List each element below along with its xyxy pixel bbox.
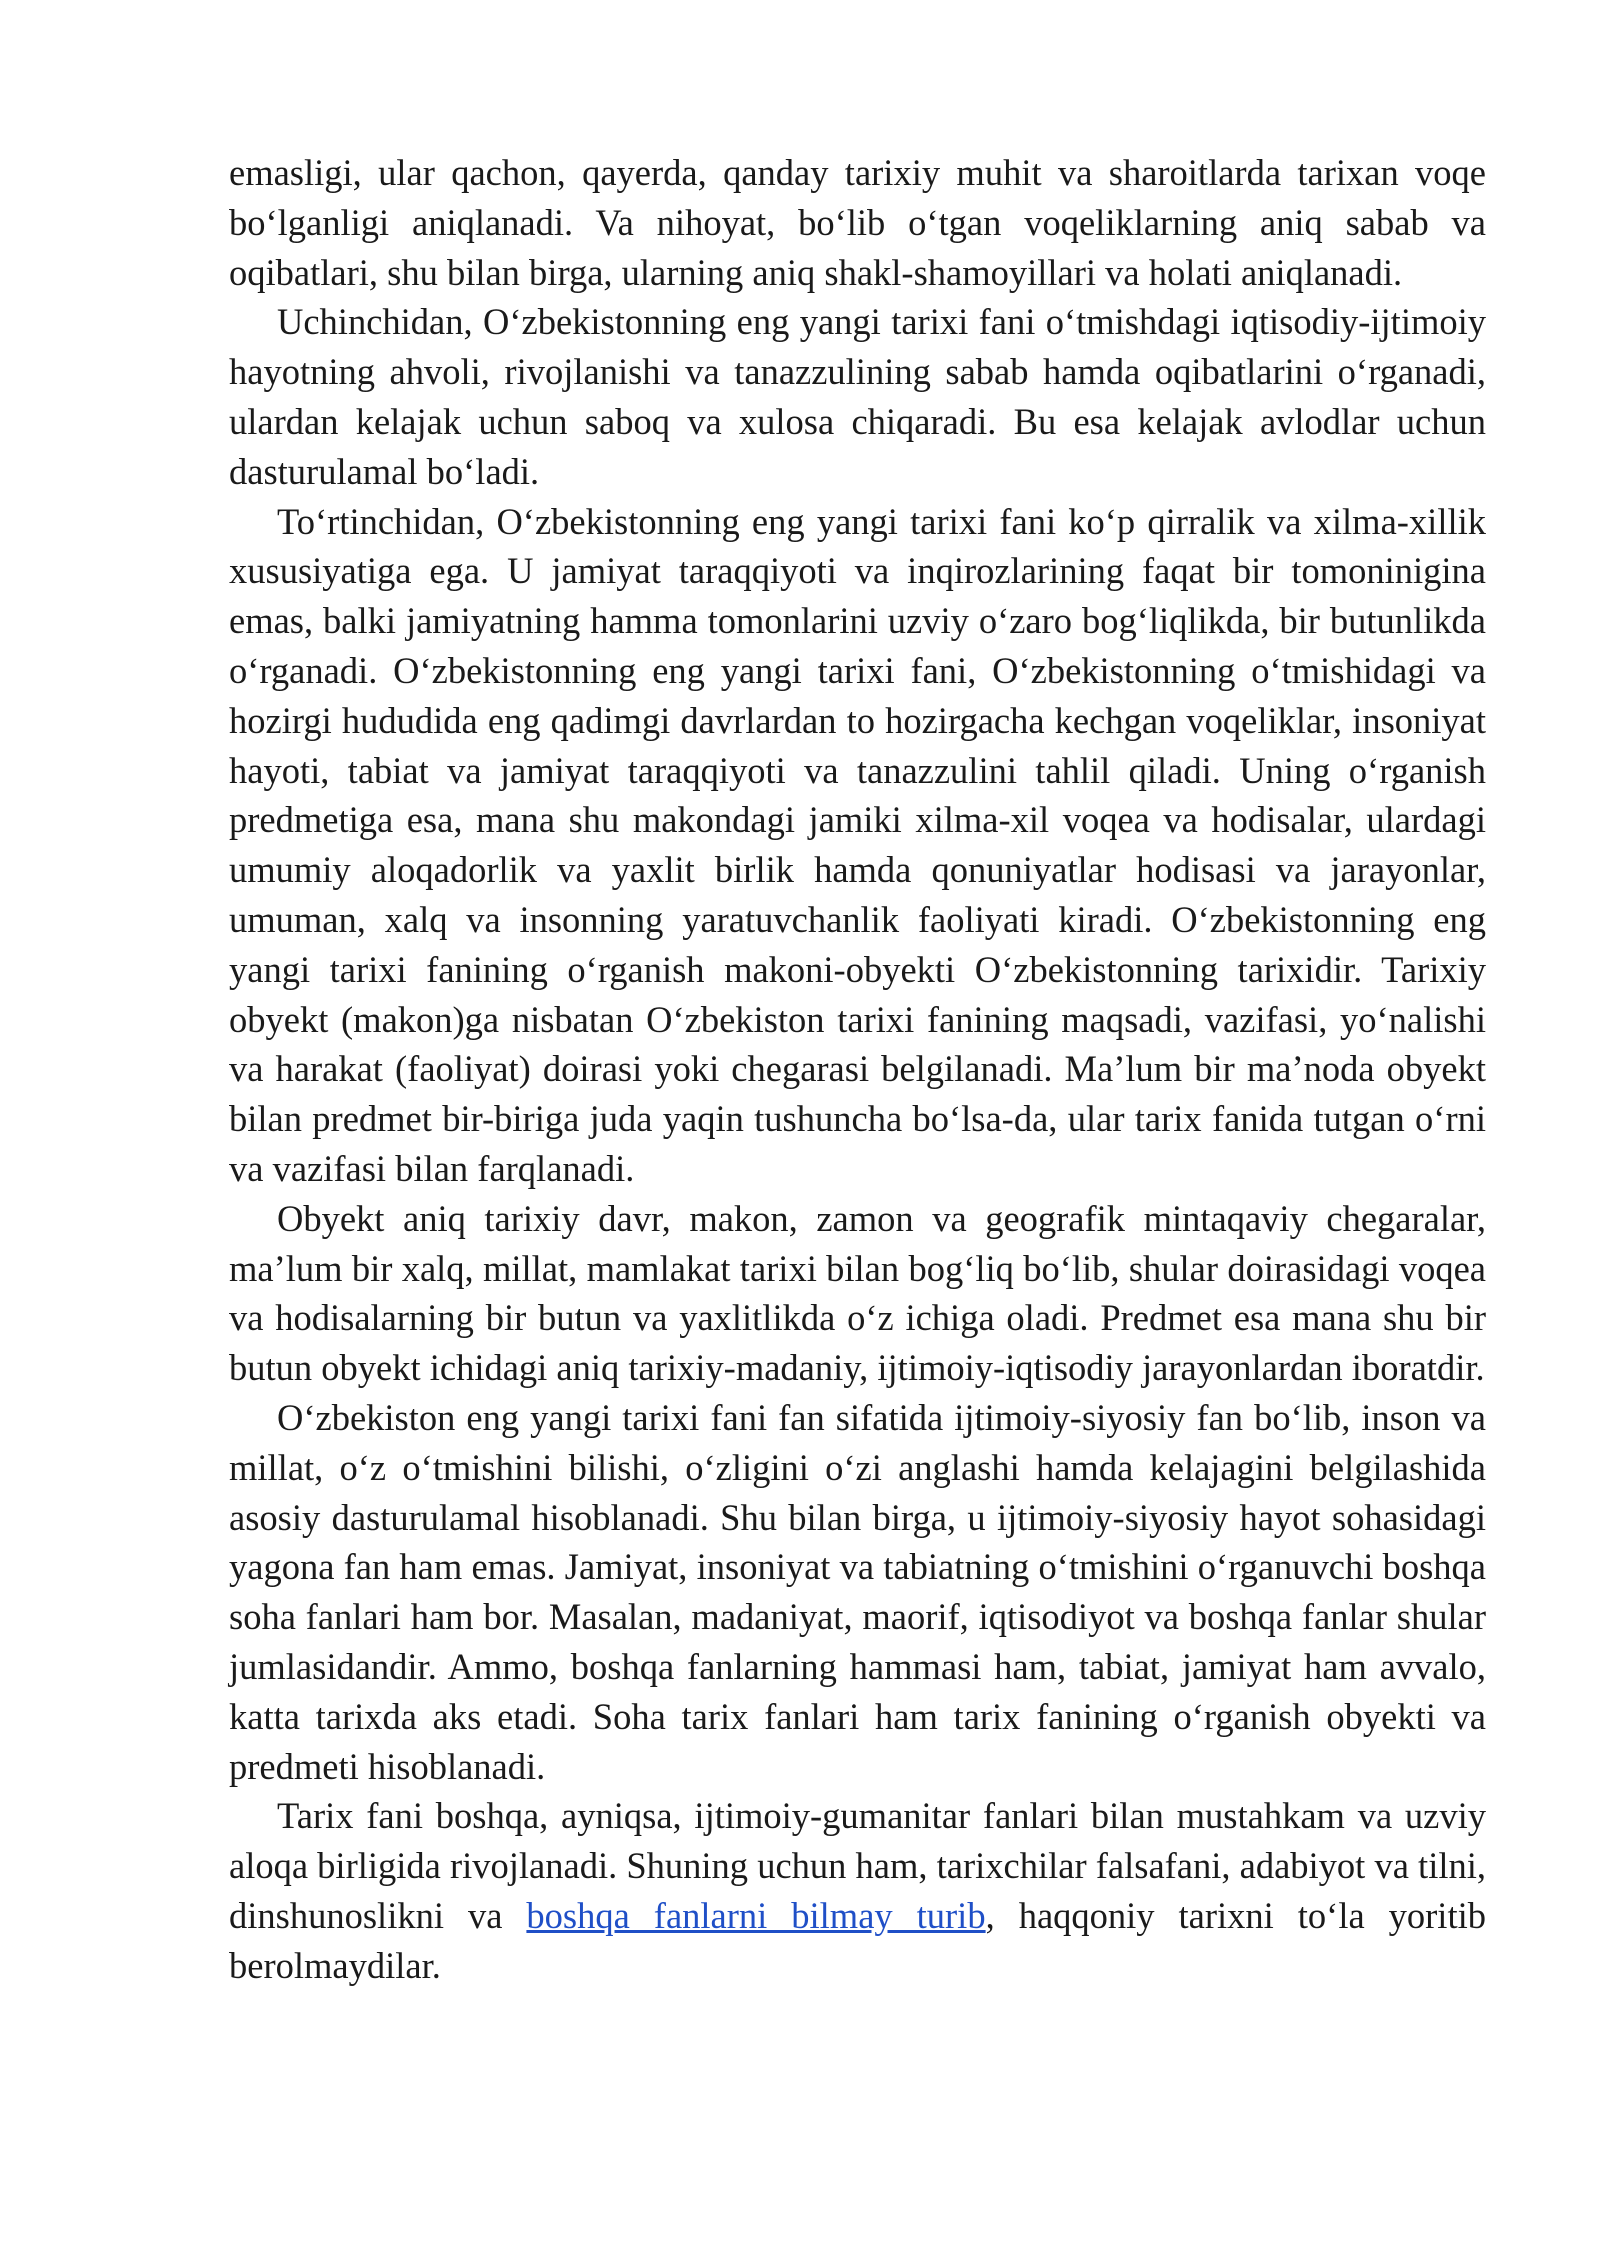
hyperlink-other-sciences[interactable]: boshqa fanlarni bilmay turib [526,1894,986,1936]
document-page [229,148,1486,1990]
paragraph-1: emasligi, ular qachon, qayerda, qanday tarixiy muhit va sharoitlarda tarixan voqe bo‘lganligi aniqlanadi. Va nihoyat, bo‘lib o‘tgan voqeliklarning aniq sabab va oqibatlari, shu bilan birga, ularning aniq shakl-shamoyillari va holati aniqlanadi. [229,152,1486,293]
paragraph-4: Obyekt aniq tarixiy davr, makon, zamon va geografik mintaqaviy chegaralar, ma’lum bir xalq, millat, mamlakat tarixi bilan bog‘liq bo‘lib, shular doirasidagi voqea va hodisalarning bir butun va yaxlitlikda o‘z ichiga oladi. Predmet esa mana shu bir butun obyekt ichidagi aniq tarixiy-madaniy, ijtimoiy-iqtisodiy jarayonlardan iboratdir. [229,1197,1486,1389]
paragraph-6-text-after: , haqqoniy tarixni to‘la yoritib berolmaydilar. [229,1894,1486,1986]
paragraph-6 [229,1791,1486,1990]
paragraph-2: Uchinchidan, O‘zbekistonning eng yangi tarixi fani o‘tmishdagi iqtisodiy-ijtimoiy hayotning ahvoli, rivojlanishi va tanazzulining sabab hamda oqibatlarini o‘rganadi, ulardan kelajak uchun saboq va xulosa chiqaradi. Bu esa kelajak avlodlar uchun dasturulamal bo‘ladi. [229,301,1486,492]
paragraph-6-text-before: Tarix fani boshqa, ayniqsa, ijtimoiy-gumanitar fanlari bilan mustahkam va uzviy aloqa birligida rivojlanadi. Shuning uchun ham, tarixchilar falsafani, adabiyot va tilni, dinshunoslikni va [229,1795,1486,1936]
paragraph-5: O‘zbekiston eng yangi tarixi fani fan sifatida ijtimoiy-siyosiy fan bo‘lib, inson va millat, o‘z o‘tmishini bilishi, o‘zligini o‘zi anglashi hamda kelajagini belgilashida asosiy dasturulamal hisoblanadi. Shu bilan birga, u ijtimoiy-siyosiy hayot sohasidagi yagona fan ham emas. Jamiyat, insoniyat va tabiatning o‘tmishini o‘rganuvchi boshqa soha fanlari ham bor. Masalan, madaniyat, maorif, iqtisodiyot va boshqa fanlar shular jumlasidandir. Ammo, boshqa fanlarning hammasi ham, tabiat, jamiyat ham avvalo, katta tarixda aks etadi. Soha tarix fanlari ham tarix fanining o‘rganish obyekti va predmeti hisoblanadi. [229,1396,1486,1787]
paragraph-3: To‘rtinchidan, O‘zbekistonning eng yangi tarixi fani ko‘p qirralik va xilma-xillik xususiyatiga ega. U jamiyat taraqqiyoti va inqirozlarining faqat bir tomoninigina emas, balki jamiyatning hamma tomonlarini uzviy o‘zaro bog‘liqlikda, bir butunlikda o‘rganadi. O‘zbekistonning eng yangi tarixi fani, O‘zbekistonning o‘tmishidagi va hozirgi hududida eng qadimgi davrlardan to hozirgacha kechgan voqeliklar, insoniyat hayoti, tabiat va jamiyat taraqqiyoti va tanazzulini tahlil qiladi. Uning o‘rganish predmetiga esa, mana shu makondagi jamiki xilma-xil voqea va hodisalar, ulardagi umumiy aloqadorlik va yaxlit birlik hamda qonuniyatlar hodisasi va jarayonlar, umuman, xalq va insonning yaratuvchanlik faoliyati kiradi. O‘zbekistonning eng yangi tarixi fanining o‘rganish makoni-obyekti O‘zbekistonning tarixidir. Tarixiy obyekt (makon)ga nisbatan O‘zbekiston tarixi fanining maqsadi, vazifasi, yo‘nalishi va harakat (faoliyat) doirasi yoki chegarasi belgilanadi. Ma’lum bir ma’noda obyekt bilan predmet bir-biriga juda yaqin tushuncha bo‘lsa-da, ular tarix fanida tutgan o‘rni va vazifasi bilan farqlanadi. [229,500,1486,1189]
